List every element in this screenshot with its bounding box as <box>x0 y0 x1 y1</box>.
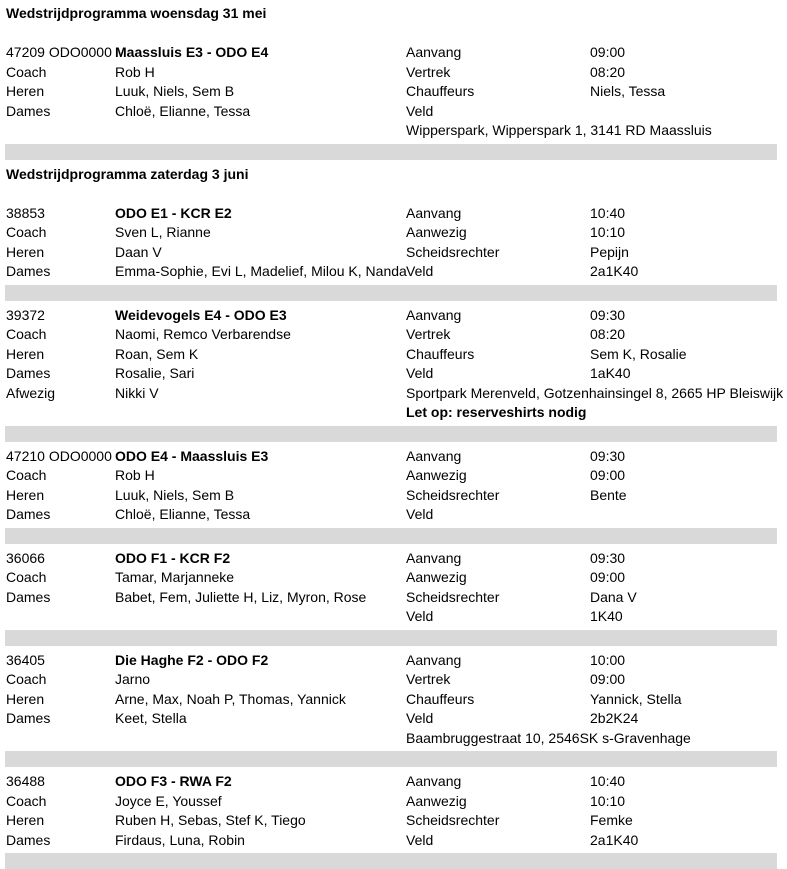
detail-value: Bente <box>590 486 627 503</box>
detail-value: 09:00 <box>590 569 626 585</box>
match-row <box>0 82 787 102</box>
detail-label: Vertrek <box>406 326 451 342</box>
venue-address: Wipperspark, Wipperspark 1, 3141 RD Maassluis <box>406 122 712 138</box>
detail-label: Aanvang <box>406 447 462 464</box>
row-value: Tamar, Marjanneke <box>115 569 235 585</box>
match-header-row <box>0 306 787 326</box>
match-title: ODO F3 - RWA F2 <box>115 773 232 789</box>
detail-label: Aanwezig <box>406 792 467 809</box>
venue-address: Baambruggestraat 10, 2546SK s-Gravenhage <box>406 729 691 746</box>
match-id: 38853 <box>6 204 45 221</box>
detail-value: Yannick, Stella <box>590 690 682 707</box>
row-value: Roan, Sem K <box>115 345 199 362</box>
separator-bar <box>5 144 777 160</box>
match-row <box>0 325 787 345</box>
detail-label: Chauffeurs <box>406 690 475 707</box>
match-row <box>0 243 787 263</box>
match-row <box>0 102 787 122</box>
match-header-row <box>0 204 787 224</box>
detail-value: Dana V <box>590 588 637 605</box>
row-label: Dames <box>6 831 51 848</box>
detail-label: Veld <box>406 506 434 522</box>
row-label: Heren <box>6 83 45 99</box>
match-row <box>0 403 787 423</box>
match-header-row <box>0 651 787 671</box>
match-row <box>0 505 787 525</box>
detail-value: 10:40 <box>590 204 626 221</box>
separator-bar <box>5 853 777 869</box>
detail-value: 09:00 <box>590 467 626 483</box>
detail-value: 10:00 <box>590 651 626 668</box>
detail-label: Veld <box>406 710 434 726</box>
detail-value: 08:20 <box>590 326 626 342</box>
detail-label: Veld <box>406 365 434 381</box>
detail-value: 2a1K40 <box>590 831 639 848</box>
detail-label: Scheidsrechter <box>406 243 500 260</box>
match-row <box>0 792 787 812</box>
row-label: Dames <box>6 710 51 726</box>
match-header-row <box>0 43 787 63</box>
detail-label: Veld <box>406 102 434 119</box>
row-label: Coach <box>6 467 47 483</box>
detail-value: 09:30 <box>590 447 626 464</box>
detail-value: 09:00 <box>590 44 626 60</box>
detail-label: Chauffeurs <box>406 345 475 362</box>
row-label: Coach <box>6 224 47 240</box>
match-row <box>0 262 787 282</box>
match-row <box>0 223 787 243</box>
row-label: Heren <box>6 243 45 260</box>
row-value: Babet, Fem, Juliette H, Liz, Myron, Rose <box>115 588 367 605</box>
match-title: ODO F1 - KCR F2 <box>115 549 231 566</box>
detail-value: 1aK40 <box>590 365 631 381</box>
row-value: Chloë, Elianne, Tessa <box>115 102 251 119</box>
detail-label: Scheidsrechter <box>406 588 500 605</box>
separator-bar <box>5 285 777 301</box>
row-value: Keet, Stella <box>115 710 187 726</box>
row-value: Arne, Max, Noah P, Thomas, Yannick <box>115 690 346 707</box>
row-label: Heren <box>6 345 45 362</box>
row-label: Dames <box>6 102 51 119</box>
separator-bar <box>5 630 777 646</box>
match-title: Weidevogels E4 - ODO E3 <box>115 306 287 323</box>
match-id: 36066 <box>6 549 45 566</box>
detail-value: Sem K, Rosalie <box>590 345 687 362</box>
match-row <box>0 831 787 851</box>
detail-value: Pepijn <box>590 243 629 260</box>
match-row <box>0 121 787 141</box>
detail-label: Vertrek <box>406 63 451 80</box>
separator-bar <box>5 528 777 544</box>
match-row <box>0 384 787 404</box>
detail-label: Veld <box>406 263 434 279</box>
match-row <box>0 690 787 710</box>
row-value: Chloë, Elianne, Tessa <box>115 506 251 522</box>
detail-value: 10:40 <box>590 773 626 789</box>
row-label: Heren <box>6 812 45 828</box>
match-id: 36488 <box>6 773 45 789</box>
match-id: 47210 ODO0000 <box>6 447 112 464</box>
match-header-row <box>0 447 787 467</box>
detail-value: 1K40 <box>590 608 623 624</box>
match-row <box>0 670 787 690</box>
detail-label: Aanvang <box>406 204 462 221</box>
match-row <box>0 709 787 729</box>
detail-value: 09:30 <box>590 306 626 323</box>
row-value: Firdaus, Luna, Robin <box>115 831 245 848</box>
match-row <box>0 63 787 83</box>
row-value: Rob H <box>115 467 155 483</box>
separator-bar <box>5 751 777 767</box>
row-value: Rosalie, Sari <box>115 365 195 381</box>
detail-label: Scheidsrechter <box>406 486 500 503</box>
detail-label: Aanwezig <box>406 569 467 585</box>
row-label: Dames <box>6 506 51 522</box>
row-label: Heren <box>6 690 45 707</box>
row-value: Joyce E, Youssef <box>115 792 222 809</box>
detail-value: 2a1K40 <box>590 263 639 279</box>
match-row <box>0 486 787 506</box>
row-value: Luuk, Niels, Sem B <box>115 83 235 99</box>
row-value: Sven L, Rianne <box>115 224 211 240</box>
row-label: Coach <box>6 63 47 80</box>
detail-value: 09:00 <box>590 671 626 687</box>
match-row <box>0 729 787 749</box>
row-label: Dames <box>6 263 51 279</box>
row-value: Jarno <box>115 671 151 687</box>
detail-label: Chauffeurs <box>406 83 475 99</box>
detail-value: 08:20 <box>590 63 626 80</box>
detail-value: Femke <box>590 812 633 828</box>
row-label: Coach <box>6 326 47 342</box>
detail-value: 09:30 <box>590 549 626 566</box>
match-title: Maassluis E3 - ODO E4 <box>115 44 269 60</box>
match-title: Die Haghe F2 - ODO F2 <box>115 651 269 668</box>
separator-bar <box>5 426 777 442</box>
detail-label: Aanwezig <box>406 467 467 483</box>
match-header-row <box>0 772 787 792</box>
match-note: Let op: reserveshirts nodig <box>406 404 587 420</box>
row-value: Daan V <box>115 243 162 260</box>
row-value: Rob H <box>115 63 155 80</box>
row-label: Coach <box>6 671 47 687</box>
detail-label: Sportpark Merenveld, Gotzenhainsingel 8, 2665 HP Bleiswijk <box>406 384 784 401</box>
detail-label: Aanvang <box>406 306 462 323</box>
match-header-row <box>0 549 787 569</box>
row-label: Dames <box>6 365 51 381</box>
row-value: Emma-Sophie, Evi L, Madelief, Milou K, Nanda <box>115 263 407 279</box>
match-row <box>0 588 787 608</box>
row-label: Coach <box>6 792 47 809</box>
match-id: 47209 ODO0000 <box>6 44 112 60</box>
detail-value: 10:10 <box>590 792 626 809</box>
row-label: Coach <box>6 569 47 585</box>
row-value: Nikki V <box>115 384 159 401</box>
detail-label: Veld <box>406 831 434 848</box>
row-label: Afwezig <box>6 384 56 401</box>
match-row <box>0 345 787 365</box>
section-title: Wedstrijdprogramma woensdag 31 mei <box>6 5 267 21</box>
detail-label: Aanvang <box>406 44 462 60</box>
row-value: Luuk, Niels, Sem B <box>115 486 235 503</box>
row-label: Dames <box>6 588 51 605</box>
row-value: Naomi, Remco Verbarendse <box>115 326 291 342</box>
detail-label: Aanvang <box>406 549 462 566</box>
match-row <box>0 364 787 384</box>
row-label: Heren <box>6 486 45 503</box>
detail-value: 2b2K24 <box>590 710 639 726</box>
detail-label: Aanvang <box>406 773 462 789</box>
match-row <box>0 568 787 588</box>
detail-label: Veld <box>406 608 434 624</box>
match-row <box>0 811 787 831</box>
match-title: ODO E1 - KCR E2 <box>115 204 232 221</box>
detail-label: Vertrek <box>406 671 451 687</box>
detail-label: Scheidsrechter <box>406 812 500 828</box>
detail-label: Aanvang <box>406 651 462 668</box>
match-id: 39372 <box>6 306 45 323</box>
match-id: 36405 <box>6 651 45 668</box>
match-row <box>0 607 787 627</box>
section-title: Wedstrijdprogramma zaterdag 3 juni <box>6 165 249 182</box>
detail-label: Aanwezig <box>406 224 467 240</box>
match-row <box>0 466 787 486</box>
detail-value: Niels, Tessa <box>590 83 666 99</box>
detail-value: 10:10 <box>590 224 626 240</box>
row-value: Ruben H, Sebas, Stef K, Tiego <box>115 812 306 828</box>
match-title: ODO E4 - Maassluis E3 <box>115 447 269 464</box>
